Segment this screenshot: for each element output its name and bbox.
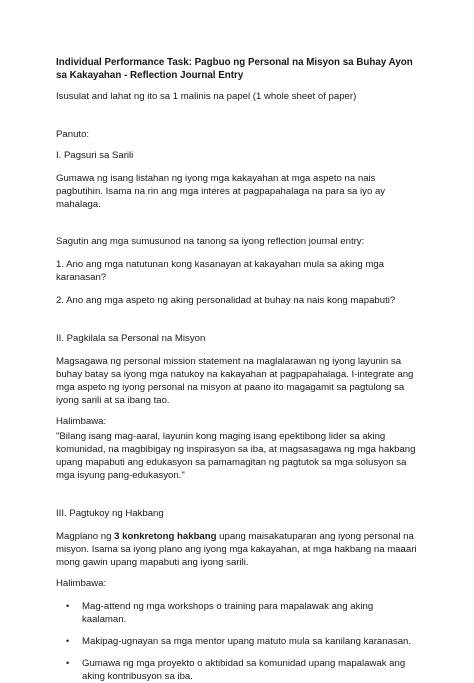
- section3-example-label: Halimbawa:: [56, 578, 107, 589]
- panuto-label: Panuto:: [56, 129, 90, 140]
- section2-example: "Bilang isang mag-aaral, layunin kong maging isang epektibong lider sa aking komunidad, na magbibigay ng inspirasyon sa iba, at magsasagawa ng mga hakbang upang mapabuti ang edukasyon sa pamamagitan ng pagtutok sa mga solusyon sa mga isyung pang-edukasyon.": [56, 431, 416, 481]
- questions-intro: Sagutin ang mga sumusunod na tanong sa iyong reflection journal entry:: [56, 236, 365, 247]
- section2-example-label: Halimbawa:: [56, 416, 107, 427]
- instruction-text: Isusulat and lahat ng ito sa 1 malinis na papel (1 whole sheet of paper): [56, 91, 357, 102]
- list-item-text: Gumawa ng mga proyekto o aktibidad sa komunidad upang mapalawak ang aking kontribusyon sa iba.: [82, 658, 406, 682]
- list-item-text: Mag-attend ng mga workshops o training para mapalawak ang aking kaalaman.: [82, 601, 374, 625]
- question-1: 1. Ano ang mga natutunan kong kasanayan at kakayahan mula sa aking mga karanasan?: [56, 259, 385, 283]
- section2-heading: II. Pagkilala sa Personal na Misyon: [56, 333, 206, 344]
- bullet-icon: •: [66, 658, 70, 668]
- question-2: 2. Ano ang mga aspeto ng aking personalidad at buhay na nais kong mapabuti?: [56, 295, 396, 306]
- bullet-icon: •: [66, 601, 70, 611]
- section3-paragraph-bold: 3 konkretong hakbang: [114, 531, 217, 542]
- section1-heading: I. Pagsuri sa Sarili: [56, 150, 134, 161]
- section3-paragraph: [56, 530, 418, 569]
- list-item: [56, 657, 418, 683]
- document-title: Individual Performance Task: Pagbuo ng Personal na Misyon sa Buhay Ayon sa Kakayahan - Reflection Journal Entry: [56, 57, 413, 81]
- section3-heading: III. Pagtukoy ng Hakbang: [56, 508, 164, 519]
- section3-paragraph-post: upang maisakatuparan ang iyong personal na misyon. Isama sa iyong plano ang iyong mga kakayahan, at mga hakbang na maaari mong gawin upang mapabuti ang iyong sarili.: [56, 531, 417, 568]
- list-item-text: Makipag-ugnayan sa mga mentor upang matuto mula sa kanilang karanasan.: [82, 636, 412, 647]
- section3-paragraph-pre: Magplano ng: [56, 531, 115, 542]
- list-item: [56, 600, 418, 626]
- list-item: [56, 635, 418, 648]
- section2-paragraph: Magsagawa ng personal mission statement na maglalarawan ng iyong layunin sa buhay batay sa iyong mga natukoy na kakayahan at pagpapahalaga. I-integrate ang mga aspeto ng iyong personal na misyon at paano ito magagamit sa pagtulong sa iyong sarili at sa ibang tao.: [56, 356, 414, 406]
- bullet-list: [56, 600, 418, 683]
- section1-paragraph: Gumawa ng isang listahan ng iyong mga kakayahan at mga aspeto na nais pagbutihin. Isama na rin ang mga interes at pagpapahalaga na para sa iyo ay mahalaga.: [56, 173, 386, 210]
- bullet-icon: •: [66, 636, 70, 646]
